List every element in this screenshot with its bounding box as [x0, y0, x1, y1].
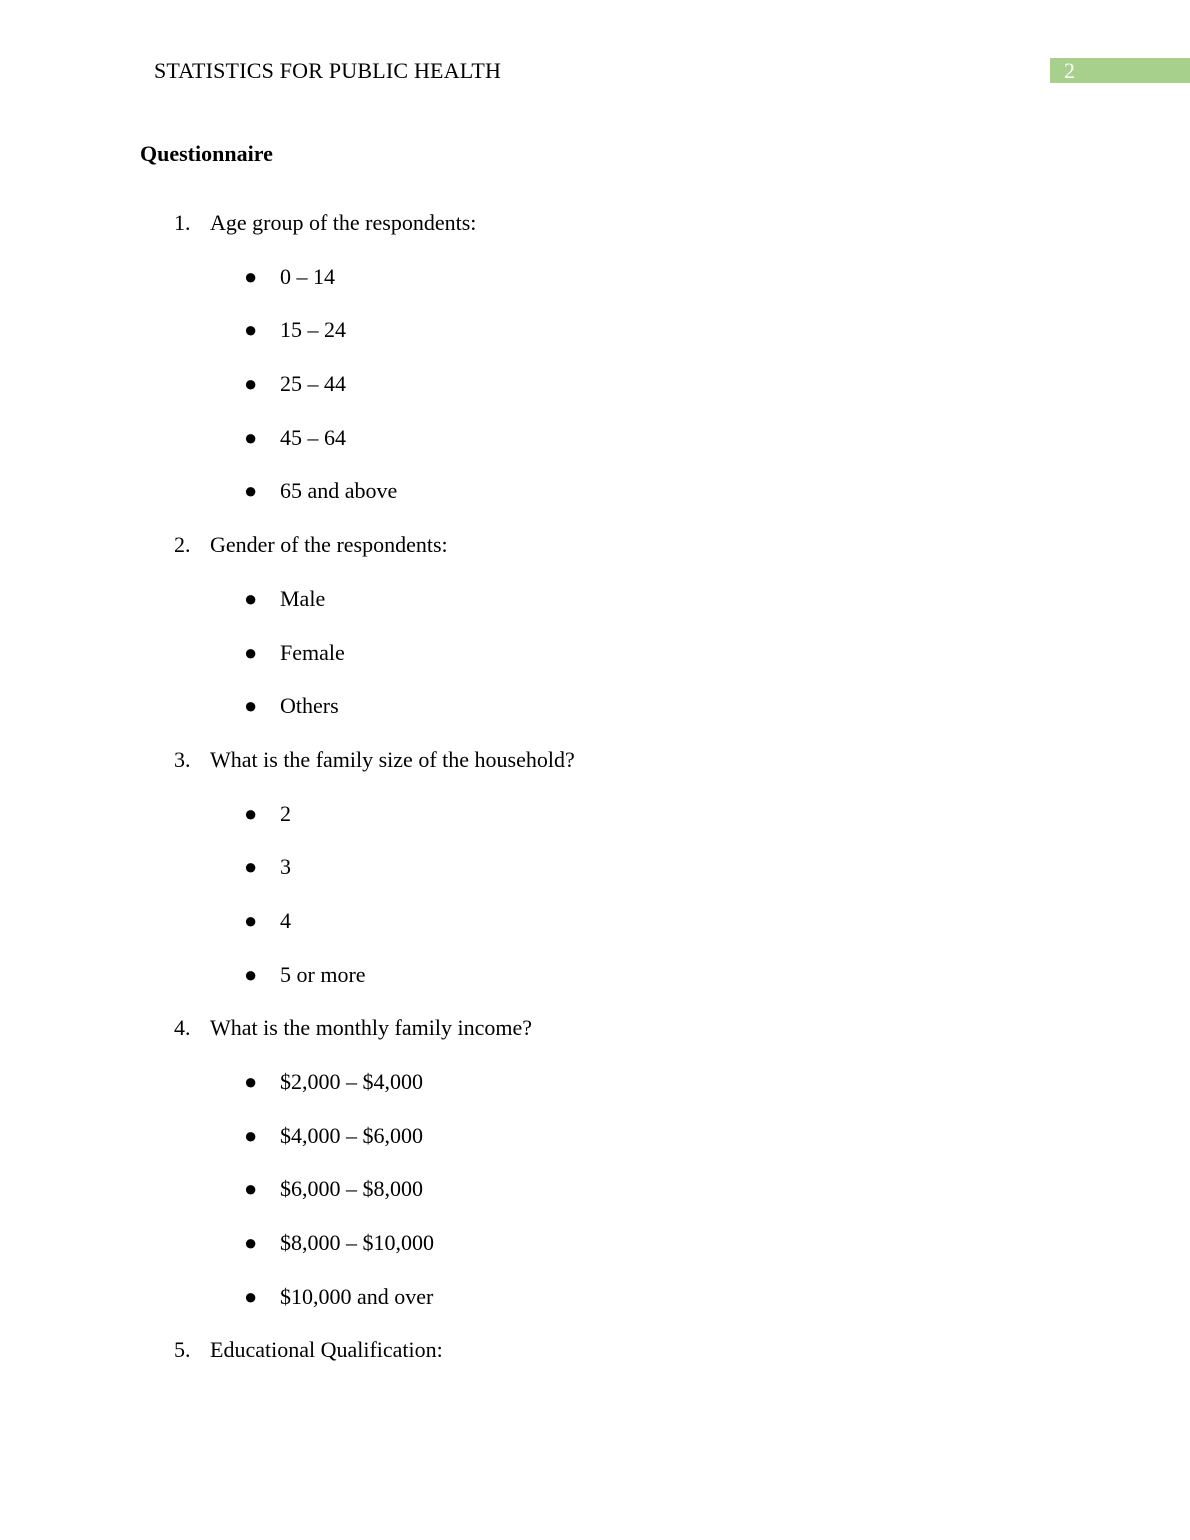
bullet-icon: ●	[244, 1122, 258, 1148]
running-head-title: STATISTICS FOR PUBLIC HEALTH	[154, 58, 502, 83]
option-item	[0, 1229, 1190, 1283]
option-text: 25 – 44	[280, 371, 346, 397]
bullet-icon: ●	[244, 371, 258, 397]
option-item	[0, 316, 1190, 370]
option-text: 15 – 24	[280, 317, 346, 343]
bullet-icon: ●	[244, 907, 258, 933]
option-item	[0, 692, 1190, 746]
bullet-icon: ●	[244, 263, 258, 289]
option-text: 2	[280, 800, 291, 826]
option-item	[0, 800, 1190, 854]
question-item	[0, 531, 1190, 746]
bullet-icon: ●	[244, 424, 258, 450]
option-item	[0, 1122, 1190, 1176]
option-text: $10,000 and over	[280, 1283, 434, 1309]
option-text: $8,000 – $10,000	[280, 1230, 434, 1256]
option-text: 0 – 14	[280, 263, 335, 289]
page-number-box	[1050, 58, 1190, 83]
option-text: $4,000 – $6,000	[280, 1122, 423, 1148]
option-item	[0, 370, 1190, 424]
option-text: Female	[280, 639, 345, 665]
option-text: 45 – 64	[280, 424, 346, 450]
bullet-icon: ●	[244, 478, 258, 504]
bullet-icon: ●	[244, 800, 258, 826]
option-item	[0, 1068, 1190, 1122]
option-item	[0, 263, 1190, 317]
option-item	[0, 853, 1190, 907]
option-item	[0, 585, 1190, 639]
page-number: 2	[1064, 58, 1075, 83]
bullet-icon: ●	[244, 317, 258, 343]
document-heading: Questionnaire	[140, 141, 273, 166]
option-text: Others	[280, 693, 339, 719]
option-text: 65 and above	[280, 478, 398, 504]
bullet-icon: ●	[244, 961, 258, 987]
option-text: 3	[280, 854, 291, 880]
question-number: 1.	[174, 210, 191, 235]
question-item	[0, 1014, 1190, 1336]
question-number: 5.	[174, 1337, 191, 1363]
option-text: $2,000 – $4,000	[280, 1069, 423, 1094]
bullet-icon: ●	[244, 639, 258, 665]
option-text: $6,000 – $8,000	[280, 1176, 423, 1202]
bullet-icon: ●	[244, 693, 258, 719]
question-number: 4.	[174, 1015, 191, 1041]
option-item	[0, 424, 1190, 478]
bullet-icon: ●	[244, 1176, 258, 1202]
question-number: 2.	[174, 532, 191, 558]
option-text: 5 or more	[280, 961, 366, 987]
option-text: 4	[280, 907, 291, 933]
question-number: 3.	[174, 746, 191, 772]
option-item	[0, 639, 1190, 693]
bullet-icon: ●	[244, 1230, 258, 1256]
option-item	[0, 477, 1190, 531]
option-text: Male	[280, 585, 326, 611]
bullet-icon: ●	[244, 1283, 258, 1309]
question-text: Age group of the respondents:	[210, 210, 477, 235]
question-text: What is the family size of the household?	[210, 746, 575, 772]
question-item	[0, 209, 1190, 531]
question-item	[0, 1336, 1190, 1390]
bullet-icon: ●	[244, 585, 258, 611]
question-text: Educational Qualification:	[210, 1337, 443, 1363]
question-text: Gender of the respondents:	[210, 532, 448, 558]
question-text: What is the monthly family income?	[210, 1015, 532, 1041]
option-item	[0, 907, 1190, 961]
option-item	[0, 961, 1190, 1015]
option-item	[0, 1175, 1190, 1229]
questionnaire-list	[0, 209, 1190, 1390]
bullet-icon: ●	[244, 1069, 258, 1094]
bullet-icon: ●	[244, 854, 258, 880]
question-item	[0, 746, 1190, 1014]
option-item	[0, 1283, 1190, 1337]
